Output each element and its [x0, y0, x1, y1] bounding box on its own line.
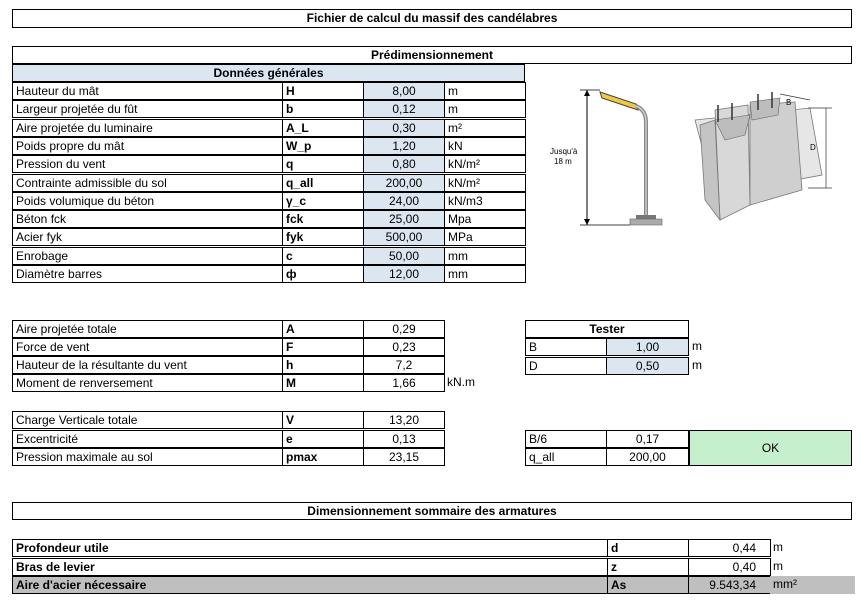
- param-symbol: q: [282, 155, 364, 173]
- param-label: Poids volumique du béton: [12, 192, 283, 210]
- armature-symbol: z: [607, 558, 689, 576]
- armature-label: Profondeur utile: [12, 539, 608, 557]
- param-value: 500,00: [363, 228, 445, 246]
- tester-header: Tester: [525, 320, 689, 338]
- result-symbol: h: [282, 356, 364, 374]
- param-symbol: q_all: [282, 174, 364, 192]
- result-value: 0,23: [363, 338, 445, 356]
- pole-height-label-2: 18 m: [554, 157, 572, 166]
- param-label: Poids propre du mât: [12, 137, 283, 155]
- param-unit: kN/m²: [444, 174, 526, 192]
- result-symbol: F: [282, 338, 364, 356]
- param-label: Diamètre barres: [12, 265, 283, 283]
- armatures-section-title: Dimensionnement sommaire des armatures: [12, 502, 852, 520]
- param-value: 25,00: [363, 210, 445, 228]
- result-unit: [444, 320, 447, 338]
- param-label: Béton fck: [12, 210, 283, 228]
- result-value: 0,29: [363, 320, 445, 338]
- result-label: Force de vent: [12, 338, 283, 356]
- param-unit: mm: [444, 247, 526, 265]
- param-value: 24,00: [363, 192, 445, 210]
- param-symbol: fck: [282, 210, 364, 228]
- result-symbol: M: [282, 374, 364, 392]
- status-ok-badge: OK: [689, 430, 852, 466]
- param-label: Aire projetée du luminaire: [12, 119, 283, 137]
- param-unit: kN: [444, 137, 526, 155]
- result-unit: [444, 338, 447, 356]
- result-symbol: A: [282, 320, 364, 338]
- param-unit: m²: [444, 119, 526, 137]
- param-value: 0,12: [363, 100, 445, 118]
- armature-unit: m: [773, 540, 783, 554]
- result2-symbol: e: [282, 430, 364, 448]
- tester-value: 1,00: [606, 338, 689, 356]
- dim-b-label: B: [786, 98, 792, 107]
- result2-symbol: pmax: [282, 448, 364, 466]
- check-symbol: q_all: [525, 448, 607, 466]
- param-label: Hauteur du mât: [12, 82, 283, 100]
- param-unit: kN/m²: [444, 155, 526, 173]
- result-unit: kN.m: [447, 375, 475, 389]
- result-unit: [444, 356, 447, 374]
- result-label: Moment de renversement: [12, 374, 283, 392]
- param-value: 0,30: [363, 119, 445, 137]
- check-value: 200,00: [606, 448, 689, 466]
- param-symbol: fyk: [282, 228, 364, 246]
- check-symbol: B/6: [525, 430, 607, 448]
- result-label: Aire projetée totale: [12, 320, 283, 338]
- armature-value: 0,40: [688, 558, 771, 576]
- param-label: Acier fyk: [12, 228, 283, 246]
- param-label: Enrobage: [12, 247, 283, 265]
- result-value: 1,66: [363, 374, 445, 392]
- param-value: 12,00: [363, 265, 445, 283]
- armature-unit: m: [773, 558, 783, 573]
- check-value: 0,17: [606, 430, 689, 448]
- result2-value: 13,20: [363, 411, 445, 429]
- tester-unit: m: [692, 339, 702, 353]
- result2-label: Excentricité: [12, 430, 283, 448]
- param-unit: m: [444, 100, 526, 118]
- result2-value: 0,13: [363, 430, 445, 448]
- param-value: 0,80: [363, 155, 445, 173]
- param-symbol: W_p: [282, 137, 364, 155]
- foundation-illustration: [540, 80, 845, 235]
- armature-label: Aire d'acier nécessaire: [12, 576, 608, 594]
- param-symbol: b: [282, 100, 364, 118]
- page-title: Fichier de calcul du massif des candélabres: [12, 9, 852, 28]
- section-header-predim: Prédimensionnement: [12, 46, 852, 64]
- result2-value: 23,15: [363, 448, 445, 466]
- result2-label: Pression maximale au sol: [12, 448, 283, 466]
- param-label: Pression du vent: [12, 155, 283, 173]
- result2-symbol: V: [282, 411, 364, 429]
- param-value: 1,20: [363, 137, 445, 155]
- param-unit: m: [444, 82, 526, 100]
- armature-label: Bras de levier: [12, 558, 608, 576]
- armature-value: 9.543,34: [688, 576, 771, 594]
- param-unit: kN/m3: [444, 192, 526, 210]
- param-value: 200,00: [363, 174, 445, 192]
- param-value: 50,00: [363, 247, 445, 265]
- param-symbol: H: [282, 82, 364, 100]
- param-symbol: γ_c: [282, 192, 364, 210]
- result-label: Hauteur de la résultante du vent: [12, 356, 283, 374]
- armature-symbol: d: [607, 539, 689, 557]
- tester-symbol: D: [525, 357, 607, 375]
- pole-height-label-1: Jusqu'à: [550, 147, 578, 156]
- param-symbol: A_L: [282, 119, 364, 137]
- param-value: 8,00: [363, 82, 445, 100]
- param-label: Contrainte admissible du sol: [12, 174, 283, 192]
- param-unit: Mpa: [444, 210, 526, 228]
- armature-symbol: As: [607, 576, 689, 594]
- general-data-header: Données générales: [12, 64, 525, 82]
- tester-unit: m: [692, 358, 702, 372]
- param-unit: mm: [444, 265, 526, 283]
- param-symbol: c: [282, 247, 364, 265]
- param-unit: MPa: [444, 228, 526, 246]
- dim-d-label: D: [810, 143, 816, 152]
- param-label: Largeur projetée du fût: [12, 100, 283, 118]
- param-symbol: ф: [282, 265, 364, 283]
- result2-label: Charge Verticale totale: [12, 411, 283, 429]
- result-value: 7,2: [363, 356, 445, 374]
- armature-value: 0,44: [688, 539, 771, 557]
- armature-unit: mm²: [770, 576, 855, 594]
- tester-value: 0,50: [606, 357, 689, 375]
- tester-symbol: B: [525, 338, 607, 356]
